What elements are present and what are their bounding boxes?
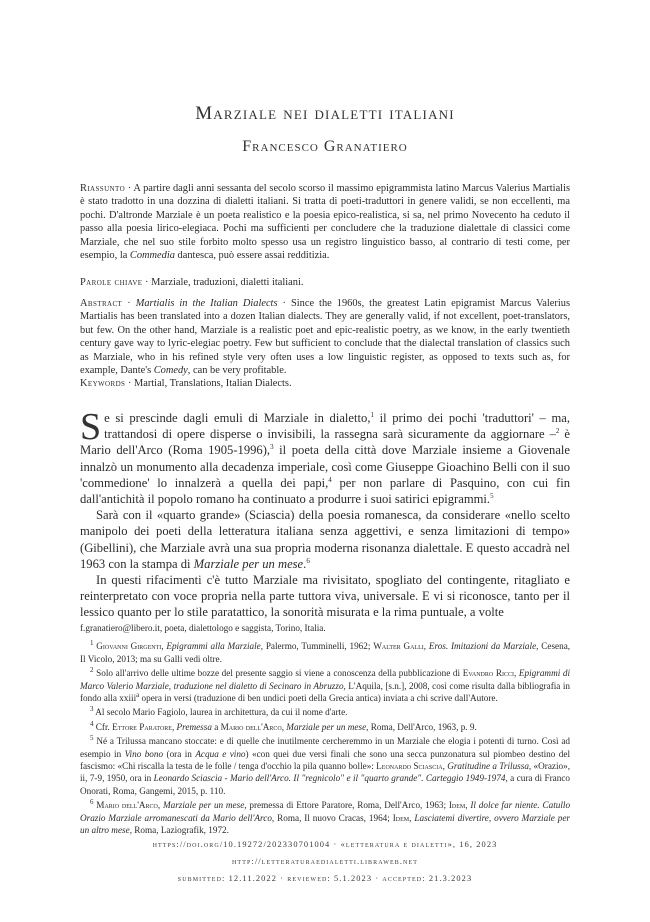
body-paragraph-2 <box>80 507 570 572</box>
footnote-title: Marziale per un mese <box>162 800 245 811</box>
footer-doi[interactable]: https://doi.org/10.19272/202330701004 · «letteratura e dialetti», 16, 2023 <box>152 840 498 849</box>
footnote-title: Vino bono <box>124 748 164 759</box>
body-italic: Marziale per un mese <box>193 556 304 571</box>
abstract-italic: Comedy <box>153 365 188 377</box>
footnote-title: Leonardo Sciascia - Mario dell'Arco. Il "regnicolo" e il "quarto grande". Carteggio 1949-1974 <box>153 773 506 784</box>
footnote-text: (ora in <box>163 748 196 759</box>
footnote-number: 2 <box>90 666 94 675</box>
footnote-text: , premessa di Ettore Paratore, Roma, Dell'Arco, 1963; <box>244 800 449 811</box>
body-text-run: e si prescinde dagli emuli di Marziale in dialetto, <box>104 411 371 425</box>
parole-chiave-block <box>80 276 570 289</box>
body-text <box>80 406 570 621</box>
footnote-text: Cfr. <box>95 721 113 732</box>
footnote-title: Premessa <box>176 721 212 732</box>
keywords-text: · Martial, Translations, Italian Dialects. <box>125 378 292 389</box>
article-author: Francesco Granatiero <box>242 138 408 155</box>
body-text-run: il primo dei pochi 'traduttori' – ma, trattandosi di opere disperse o invisibili, la rassegna sarà sicuramente da aggiornare – <box>104 411 570 442</box>
footnote-title: Epigrammi alla Marziale <box>166 641 261 652</box>
parole-chiave-text: · Marziale, traduzioni, dialetti italiani. <box>142 277 304 288</box>
footnote-text: , <box>465 800 471 811</box>
footnote-text: , <box>409 812 415 823</box>
footnote-4 <box>80 721 570 733</box>
footnote-text: , <box>423 641 429 652</box>
riassunto-label: Riassunto <box>80 183 126 194</box>
footnote-author: Idem <box>392 812 410 823</box>
riassunto-block <box>80 182 570 262</box>
body-text-run: il poeta della città dove Marziale insieme a Giovenale innalzò un monumento alla decadenza imperiale, così come Giuseppe Gioachino Belli con il suo 'commedione' lo innalzerà a quella dei papi, <box>80 443 570 490</box>
footnote-title: Il dolce far niente. Catullo Orazio Marziale arromanescati da Mario dell'Arco <box>80 800 571 823</box>
footnote-number: 5 <box>90 734 94 743</box>
keywords-block <box>80 377 570 390</box>
footnote-text: opera in versi (traduzione di ben undici poeti della Grecia antica) inviata a chi scrive dall'Autore. <box>139 693 498 704</box>
abstract-text: · Since the 1960s, the greatest Latin epigramist Marcus Valerius Martialis has been translated into a dozen Italian dialects. They are generally valid, if not excellent, poet-translators, but few. On the other hand, Marziale is a realistic poet and epic-realistic poetry, as we know, in the early twentieth century gave way to lyric-elegiac poetry. Few but sufficient to conclude that the dialectal translation of classics such as Marziale, who in his refined style very often uses a low linguistic register, as opposed to texts such as, for example, Dante's <box>80 298 571 377</box>
footnote-author: Giovanni Girgenti <box>96 641 162 652</box>
footer-website[interactable]: http://letteraturaedialetti.libraweb.net <box>232 857 418 866</box>
riassunto-italic: Commedia <box>129 250 175 262</box>
drop-cap: S <box>80 406 102 448</box>
footnote-number: 6 <box>90 798 94 807</box>
footnote-text: Al secolo Mario Fagiolo, laurea in architettura, da cui il nome d'arte. <box>95 707 348 718</box>
footnote-text: , L'Aquila, [s.n.], 2008, così come risulta dalla bibliografia in fondo alla xxiii <box>80 680 570 704</box>
footnote-text: , <box>161 641 167 652</box>
abstract-block <box>80 297 570 377</box>
footnote-text: a <box>211 721 221 732</box>
footnote-text: , Roma, Laziografik, 1972. <box>129 825 229 836</box>
footnotes <box>80 622 570 839</box>
riassunto-text: · A partire dagli anni sessanta del secolo scorso il massimo epigrammista latino Marcus Valerius Martialis è stato tradotto in una dozzina di dialetti italiani. Si tratta di poeti-traduttori in genere validi, se non eccellenti, ma pochi. D'altronde Marziale è un poeta realistico e la poesia epico-realistica, si sa, nel primo Novecento ha ceduto il passo alla poesia lirico-elegiaca. Pochi ma sufficienti per concludere che la traduzione dialettale di classici come Marziale, che nel suo stile forbito molto spesso usa un registro linguistico basso, al contrario di testi come, per esempio, la <box>80 183 570 262</box>
footnote-text: , <box>171 721 177 732</box>
footnote-author: Idem <box>448 800 466 811</box>
footnote-ref[interactable]: 2 <box>555 427 560 436</box>
footnote-text: ) «con quei due versi finali che sono una secca punzonatura sul piombeo destino del fascismo: «Chi riscalla la testa de le folle / tenga d'occhio la pila quanno bolle»: <box>80 748 571 772</box>
parole-chiave-label: Parole chiave <box>80 277 143 288</box>
footnote-text: , <box>513 668 519 679</box>
footnote-title: Marziale per un mese <box>286 721 367 732</box>
footnote-text: , Cesena, Il Vicolo, 2013; ma su Galli vedi oltre. <box>80 641 571 664</box>
footnote-ref[interactable]: 3 <box>270 443 274 452</box>
footnote-1 <box>80 640 570 665</box>
footnote-text: , <box>442 761 448 772</box>
abstract-label: Abstract <box>80 298 123 309</box>
body-paragraph-1 <box>80 406 570 507</box>
footnote-author: Mario dell'Arco <box>220 721 282 732</box>
footnote-text: , Roma, Il nuovo Cracas, 1964; <box>271 812 393 823</box>
abstract-paragraph <box>80 297 570 377</box>
abstract-end: , can be very profitable. <box>187 365 287 377</box>
keywords-label: Keywords <box>80 378 126 389</box>
footnote-title: Gratitudine a Trilussa <box>447 761 529 772</box>
body-text-run: è Mario dell'Arco (Roma 1905-1996), <box>80 427 570 458</box>
footnote-ref[interactable]: 4 <box>328 475 332 484</box>
body-paragraph-3: In questi rifacimenti c'è tutto Marziale ma rivisitato, spogliato del contingente, ritagliato e reinterpretato con voce propria nella parte tuttora viva, universale. E vi si riconosce, tanto per il lessico quanto per lo stile paratattico, la sonorità misurata e la rima puntuale, a volte <box>80 573 570 620</box>
footnote-title: Epigrammi di Marco Valerio Marziale, traduzione nel dialetto di Secinaro in Abruzzo <box>80 668 571 691</box>
abstract-sep: · <box>122 298 136 309</box>
footnote-ordinal: a <box>136 690 140 699</box>
author-contact: f.granatiero@libero.it, poeta, dialettologo e saggista, Torino, Italia. <box>80 623 326 633</box>
footnote-text: , <box>281 721 287 732</box>
footnote-number: 1 <box>90 639 94 648</box>
footnote-number: 3 <box>90 705 94 714</box>
riassunto-end: dantesca, può essere assai redditizia. <box>174 250 330 262</box>
footnote-text: , a cura di Franco Onorati, Roma, Gangemi, 2015, p. 110. <box>80 773 571 796</box>
footnote-ref[interactable]: 5 <box>490 491 494 500</box>
footnote-text: , «Orazio», ii, 7-9, 1950, ora in <box>80 761 571 784</box>
footnote-3 <box>80 706 570 718</box>
footnote-author: Walter Galli <box>373 641 424 652</box>
footnote-title: Eros. Imitazioni da Marziale <box>428 641 537 652</box>
footnote-author: Mario dell'Arco <box>96 800 158 811</box>
body-text-run: Sarà con il «quarto grande» (Sciascia) della poesia romanesca, da considerare «nello scelto manipolo dei poeti della letteratura italiana senza aggettivi, e senza limitazioni di tempo» (Gibellini), che Marziale avrà una sua propria moderna risonanza dialettale. E questo accadrà nel 1963 con la stampa di <box>80 508 570 571</box>
footnote-ref[interactable]: 6 <box>306 556 310 565</box>
footnote-text: , Roma, Dell'Arco, 1963, p. 9. <box>366 721 477 732</box>
footnote-author: Leonardo Sciascia <box>376 761 443 772</box>
footnote-2 <box>80 667 570 704</box>
riassunto-paragraph <box>80 182 570 262</box>
footnote-ref[interactable]: 1 <box>370 410 374 419</box>
article-title: Marziale nei dialetti italiani <box>195 103 455 124</box>
body-text-run: . <box>303 556 307 571</box>
body-text-run: per non parlare di Pasquino, con cui fin dall'antichità il popolo romano ha continuato a produrre i suoi satirici epigrammi. <box>80 475 570 507</box>
footer-dates: submitted: 12.11.2022 · reviewed: 5.1.2023 · accepted: 21.3.2023 <box>177 874 473 883</box>
footnote-title: Acqua e vino <box>195 748 246 759</box>
abstract-title: Martialis in the Italian Dialects <box>135 298 278 309</box>
footnote-text: , <box>157 800 163 811</box>
footnote-number: 4 <box>90 719 94 728</box>
footnote-author: Ettore Paratore <box>112 721 172 732</box>
footnote-author: Evandro Ricci <box>462 668 514 679</box>
footnote-title: Lasciatemi divertire, ovvero Marziale per un altro mese <box>80 812 570 836</box>
footnote-text: Né a Trilussa mancano stoccate: e di quelle che inutilmente cercheremmo in un Marziale che elogia i potenti di turno. Così ad esempio in <box>80 736 571 759</box>
footnote-text: , Palermo, Tumminelli, 1962; <box>260 641 374 652</box>
footnote-5 <box>80 735 570 797</box>
footnote-text: Solo all'arrivo delle ultime bozze del presente saggio si viene a conoscenza della pubblicazione di <box>96 668 463 679</box>
footnote-6 <box>80 799 570 836</box>
